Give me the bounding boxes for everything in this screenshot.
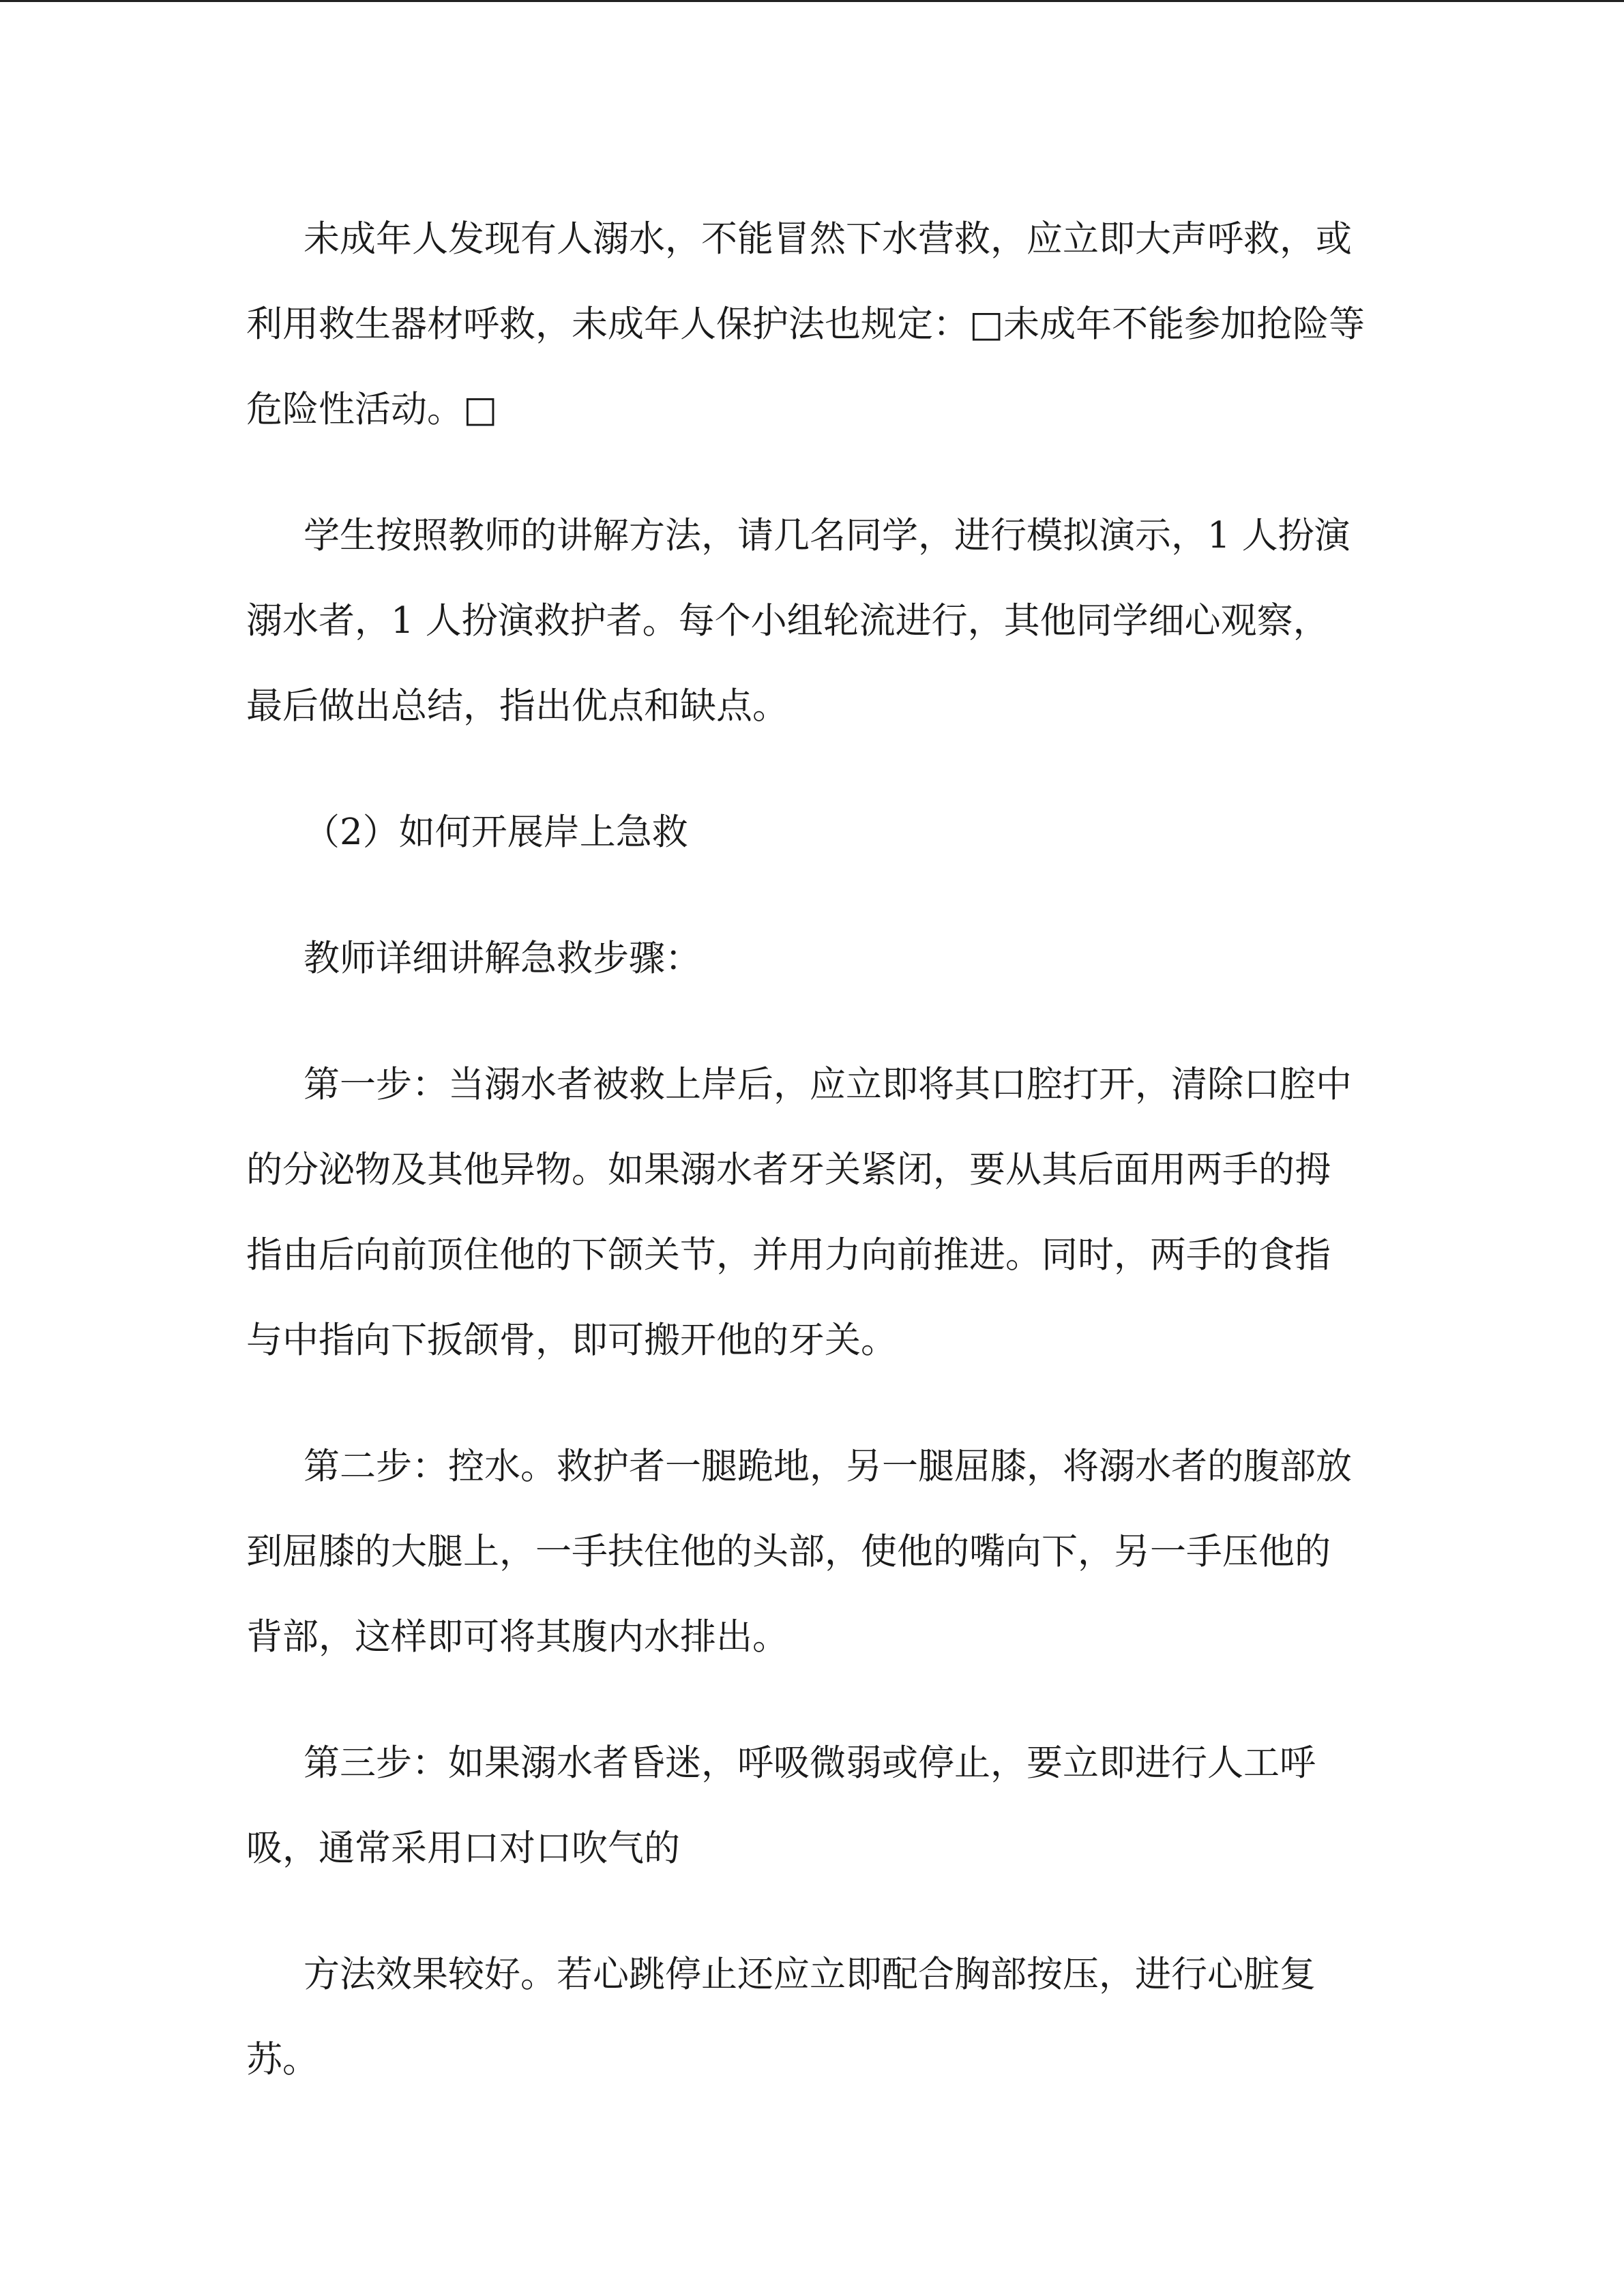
paragraph-simulation-drill bbox=[246, 493, 1406, 749]
text-line: 与中指向下扳颌骨，即可搬开他的牙关。 bbox=[246, 1320, 897, 1361]
paragraph-step-two bbox=[246, 1424, 1406, 1680]
paragraph-step-three bbox=[246, 1720, 1406, 1891]
text-line: 最后做出总结，指出优点和缺点。 bbox=[246, 685, 788, 727]
section-heading-shore-first-aid bbox=[246, 790, 1406, 875]
text-line: 苏。 bbox=[246, 2039, 319, 2081]
text-line: 未成年人发现有人溺水，不能冒然下水营救，应立即大声呼救，或 bbox=[304, 218, 1352, 260]
document-page bbox=[246, 196, 1406, 2143]
text-line: 的分泌物及其他异物。如果溺水者牙关紧闭，要从其后面用两手的拇 bbox=[246, 1149, 1331, 1191]
text-line: 第二步：控水。救护者一腿跪地，另一腿屈膝，将溺水者的腹部放 bbox=[304, 1446, 1352, 1487]
paragraph-rescue-call bbox=[246, 196, 1406, 452]
text-line: 溺水者，1 人扮演救护者。每个小组轮流进行，其他同学细心观察， bbox=[246, 600, 1329, 642]
text-line: 学生按照教师的讲解方法，请几名同学，进行模拟演示，1 人扮演 bbox=[304, 515, 1350, 556]
text-line: 第一步：当溺水者被救上岸后，应立即将其口腔打开，清除口腔中 bbox=[304, 1064, 1352, 1105]
text-line: 吸，通常采用口对口吹气的 bbox=[246, 1828, 680, 1869]
paragraph-steps-intro bbox=[246, 916, 1406, 1001]
paragraph-step-three-continued bbox=[246, 1932, 1406, 2102]
text-line: 指由后向前顶住他的下颌关节，并用力向前推进。同时，两手的食指 bbox=[246, 1234, 1331, 1276]
text-line: 背部，这样即可将其腹内水排出。 bbox=[246, 1616, 788, 1658]
text-line: 到屈膝的大腿上，一手扶住他的头部，使他的嘴向下，另一手压他的 bbox=[246, 1531, 1331, 1572]
text-line: （2）如何开展岸上急救 bbox=[304, 811, 688, 853]
text-line: 方法效果较好。若心跳停止还应立即配合胸部按压，进行心脏复 bbox=[304, 1954, 1316, 1995]
text-line: 利用救生器材呼救，未成年人保护法也规定：□未成年不能参加抢险等 bbox=[246, 303, 1365, 345]
paragraph-step-one bbox=[246, 1042, 1406, 1383]
text-line: 教师详细讲解急救步骤： bbox=[304, 938, 701, 979]
text-line: 危险性活动。□ bbox=[246, 389, 498, 430]
text-line: 第三步：如果溺水者昏迷，呼吸微弱或停止，要立即进行人工呼 bbox=[304, 1742, 1316, 1784]
